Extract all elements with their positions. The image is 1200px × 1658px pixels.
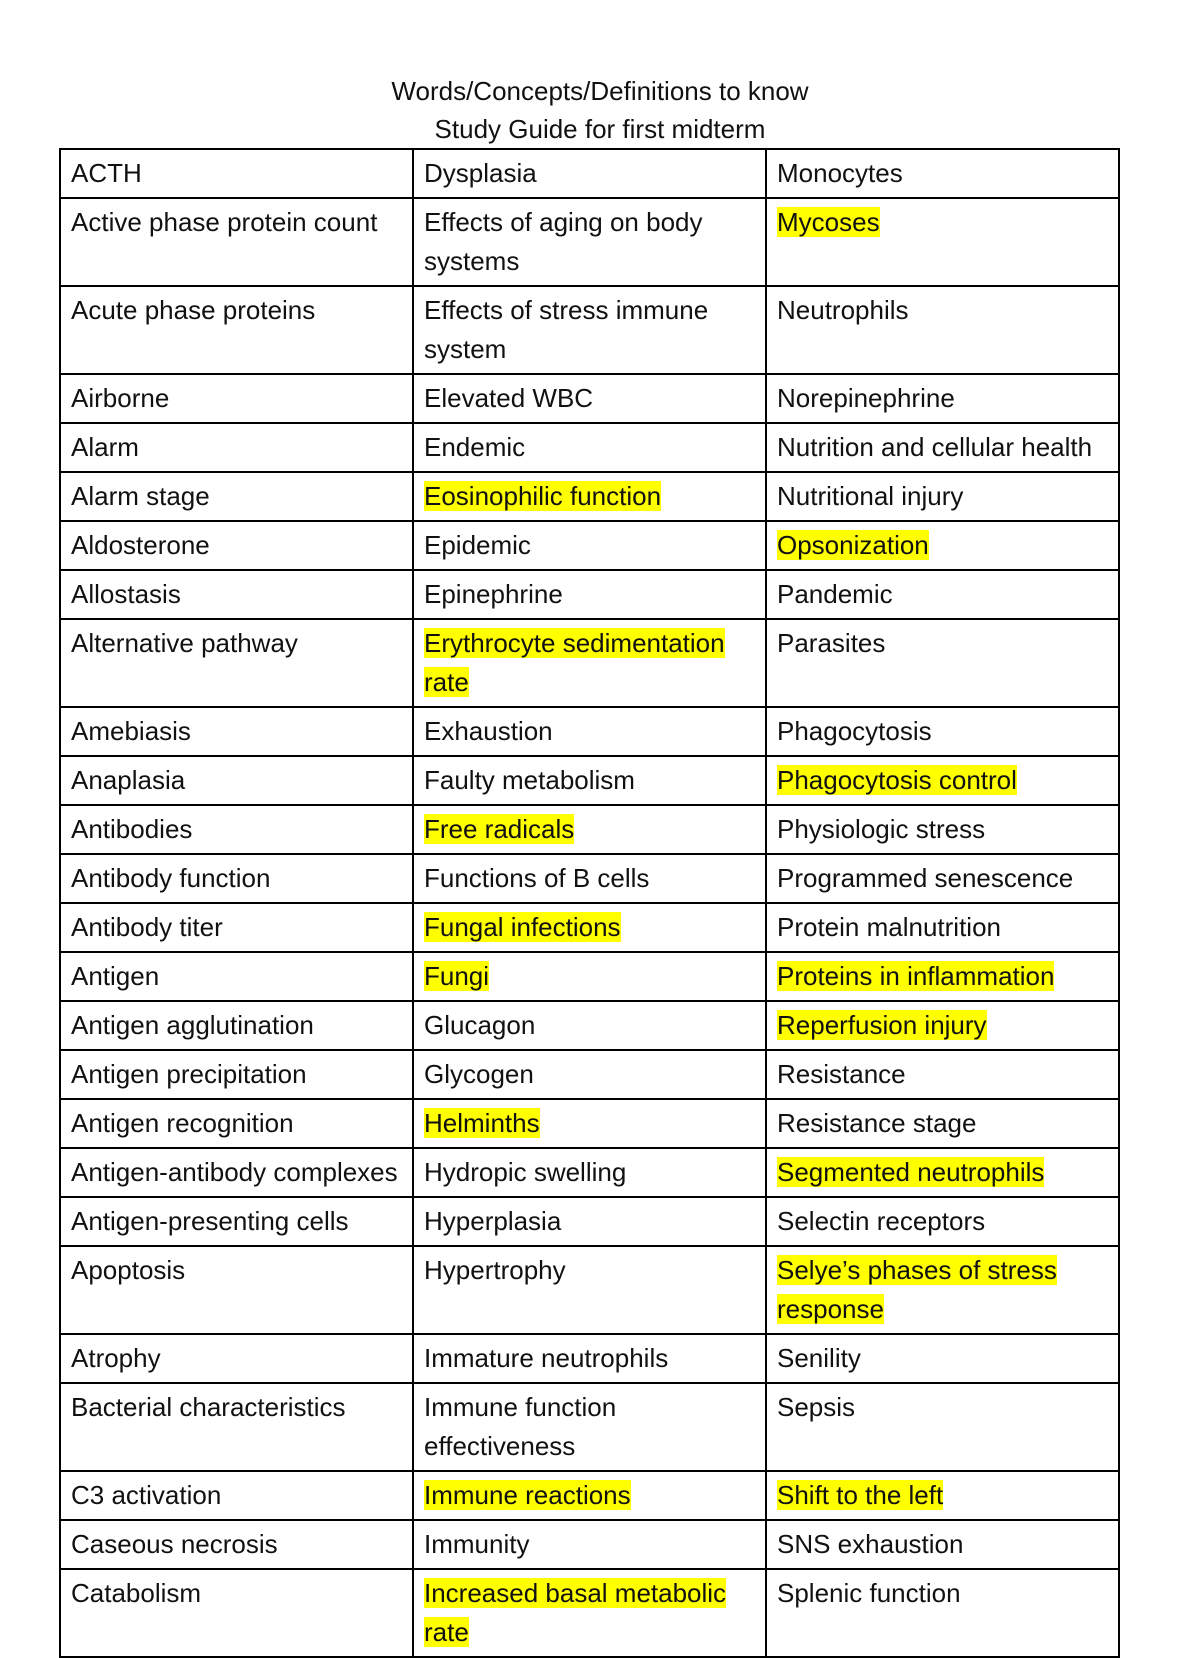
term: Antibodies <box>71 814 193 844</box>
table-cell <box>766 521 1119 570</box>
table-cell <box>766 1197 1119 1246</box>
document-subtitle: Study Guide for first midterm <box>434 114 766 144</box>
table-cell <box>766 952 1119 1001</box>
table-cell <box>60 374 413 423</box>
table-cell <box>60 1383 413 1471</box>
table-row <box>60 756 1119 805</box>
term: Hypertrophy <box>424 1255 566 1285</box>
term: Elevated WBC <box>424 383 594 413</box>
table-cell <box>60 707 413 756</box>
term: Glycogen <box>424 1059 534 1089</box>
highlighted-term: Free radicals <box>424 814 575 844</box>
table-row <box>60 1001 1119 1050</box>
highlighted-term: Selye’s phases of stress response <box>777 1255 1057 1324</box>
term: Resistance stage <box>777 1108 977 1138</box>
table-row <box>60 903 1119 952</box>
table-cell <box>766 756 1119 805</box>
highlighted-term: Immune reactions <box>424 1480 631 1510</box>
term: Effects of aging on body systems <box>424 207 703 276</box>
table-cell <box>60 756 413 805</box>
term: Resistance <box>777 1059 906 1089</box>
table-row <box>60 286 1119 374</box>
table-cell <box>413 286 766 374</box>
highlighted-term: Opsonization <box>777 530 929 560</box>
table-cell <box>60 903 413 952</box>
highlighted-term: Proteins in inflammation <box>777 961 1055 991</box>
term: Atrophy <box>71 1343 161 1373</box>
table-cell <box>413 1334 766 1383</box>
term: Antigen-antibody complexes <box>71 1157 398 1187</box>
table-row <box>60 1569 1119 1657</box>
term: ACTH <box>71 158 142 188</box>
term: Programmed senescence <box>777 863 1074 893</box>
term: Acute phase proteins <box>71 295 316 325</box>
table-cell <box>60 854 413 903</box>
table-cell <box>60 423 413 472</box>
term: Exhaustion <box>424 716 553 746</box>
table-row <box>60 1197 1119 1246</box>
term: Nutritional injury <box>777 481 964 511</box>
table-cell <box>60 286 413 374</box>
term: Endemic <box>424 432 526 462</box>
table-cell <box>60 149 413 198</box>
table-cell <box>413 903 766 952</box>
table-cell <box>413 1099 766 1148</box>
terms-table-body <box>60 149 1119 1657</box>
table-cell <box>60 1520 413 1569</box>
table-cell <box>766 1001 1119 1050</box>
table-cell <box>766 1246 1119 1334</box>
table-cell <box>60 1246 413 1334</box>
highlighted-term: Helminths <box>424 1108 540 1138</box>
table-cell <box>413 1050 766 1099</box>
table-cell <box>413 423 766 472</box>
highlighted-term: Erythrocyte sedimentation rate <box>424 628 725 697</box>
document-title: Words/Concepts/Definitions to know <box>391 76 809 106</box>
term: Dysplasia <box>424 158 537 188</box>
term: Immune function effectiveness <box>424 1392 617 1461</box>
highlighted-term: Eosinophilic function <box>424 481 662 511</box>
term: SNS exhaustion <box>777 1529 964 1559</box>
table-cell <box>766 374 1119 423</box>
term: Aldosterone <box>71 530 210 560</box>
table-cell <box>413 1569 766 1657</box>
table-cell <box>413 1246 766 1334</box>
term: Antigen precipitation <box>71 1059 307 1089</box>
table-row <box>60 1050 1119 1099</box>
table-cell <box>60 1471 413 1520</box>
table-cell <box>413 1520 766 1569</box>
term: Protein malnutrition <box>777 912 1001 942</box>
table-cell <box>413 1148 766 1197</box>
highlighted-term: Reperfusion injury <box>777 1010 987 1040</box>
term: Apoptosis <box>71 1255 186 1285</box>
term: Pandemic <box>777 579 893 609</box>
table-row <box>60 1383 1119 1471</box>
table-cell <box>60 1001 413 1050</box>
term: Antigen recognition <box>71 1108 294 1138</box>
table-row <box>60 149 1119 198</box>
table-cell <box>60 805 413 854</box>
table-row <box>60 952 1119 1001</box>
term: Antigen <box>71 961 160 991</box>
table-cell <box>766 149 1119 198</box>
highlighted-term: Fungi <box>424 961 490 991</box>
table-cell <box>413 1383 766 1471</box>
table-row <box>60 198 1119 286</box>
table-cell <box>413 472 766 521</box>
term: Monocytes <box>777 158 903 188</box>
table-cell <box>766 707 1119 756</box>
table-cell <box>60 1197 413 1246</box>
term: Glucagon <box>424 1010 536 1040</box>
table-row <box>60 619 1119 707</box>
table-cell <box>766 1520 1119 1569</box>
table-cell <box>60 1148 413 1197</box>
term: Epidemic <box>424 530 531 560</box>
term: Hyperplasia <box>424 1206 562 1236</box>
term: Epinephrine <box>424 579 563 609</box>
table-cell <box>413 1197 766 1246</box>
table-row <box>60 805 1119 854</box>
table-row <box>60 570 1119 619</box>
table-cell <box>413 521 766 570</box>
term: Senility <box>777 1343 861 1373</box>
term: Neutrophils <box>777 295 909 325</box>
term: Alternative pathway <box>71 628 298 658</box>
table-cell <box>413 1471 766 1520</box>
term: Faulty metabolism <box>424 765 635 795</box>
table-cell <box>766 1099 1119 1148</box>
table-row <box>60 707 1119 756</box>
table-cell <box>766 854 1119 903</box>
table-cell <box>60 1569 413 1657</box>
table-cell <box>60 521 413 570</box>
term: C3 activation <box>71 1480 222 1510</box>
table-cell <box>766 1471 1119 1520</box>
title-block <box>0 72 1200 148</box>
table-cell <box>766 472 1119 521</box>
table-cell <box>766 198 1119 286</box>
term: Hydropic swelling <box>424 1157 627 1187</box>
table-cell <box>413 756 766 805</box>
table-cell <box>766 1050 1119 1099</box>
term: Immature neutrophils <box>424 1343 669 1373</box>
table-cell <box>413 952 766 1001</box>
term: Splenic function <box>777 1578 961 1608</box>
term: Effects of stress immune system <box>424 295 709 364</box>
term: Parasites <box>777 628 886 658</box>
table-cell <box>766 1383 1119 1471</box>
term: Alarm <box>71 432 139 462</box>
table-cell <box>60 570 413 619</box>
term: Amebiasis <box>71 716 191 746</box>
term: Anaplasia <box>71 765 186 795</box>
table-row <box>60 1520 1119 1569</box>
table-cell <box>413 198 766 286</box>
table-cell <box>413 805 766 854</box>
term: Antibody titer <box>71 912 223 942</box>
table-cell <box>60 619 413 707</box>
term: Phagocytosis <box>777 716 932 746</box>
table-cell <box>766 619 1119 707</box>
table-row <box>60 1246 1119 1334</box>
table-cell <box>60 1099 413 1148</box>
table-cell <box>60 1050 413 1099</box>
term: Selectin receptors <box>777 1206 986 1236</box>
highlighted-term: Phagocytosis control <box>777 765 1017 795</box>
table-cell <box>413 707 766 756</box>
table-cell <box>60 472 413 521</box>
term: Catabolism <box>71 1578 202 1608</box>
term: Norepinephrine <box>777 383 955 413</box>
term: Antibody function <box>71 863 271 893</box>
table-row <box>60 472 1119 521</box>
term: Allostasis <box>71 579 181 609</box>
table-cell <box>413 570 766 619</box>
table-cell <box>766 570 1119 619</box>
table-row <box>60 521 1119 570</box>
table-cell <box>413 1001 766 1050</box>
terms-table <box>59 148 1120 1658</box>
table-row <box>60 374 1119 423</box>
table-row <box>60 423 1119 472</box>
table-cell <box>413 374 766 423</box>
table-row <box>60 854 1119 903</box>
table-cell <box>766 1334 1119 1383</box>
term: Sepsis <box>777 1392 856 1422</box>
highlighted-term: Fungal infections <box>424 912 621 942</box>
highlighted-term: Shift to the left <box>777 1480 944 1510</box>
table-cell <box>413 854 766 903</box>
term: Nutrition and cellular health <box>777 432 1093 462</box>
term: Caseous necrosis <box>71 1529 278 1559</box>
term: Physiologic stress <box>777 814 986 844</box>
table-cell <box>60 198 413 286</box>
table-cell <box>413 149 766 198</box>
term: Active phase protein count <box>71 207 378 237</box>
table-row <box>60 1099 1119 1148</box>
table-cell <box>60 952 413 1001</box>
highlighted-term: Increased basal metabolic rate <box>424 1578 727 1647</box>
term: Antigen agglutination <box>71 1010 314 1040</box>
term: Functions of B cells <box>424 863 650 893</box>
table-row <box>60 1334 1119 1383</box>
table-cell <box>413 619 766 707</box>
term: Immunity <box>424 1529 530 1559</box>
table-cell <box>60 1334 413 1383</box>
term: Bacterial characteristics <box>71 1392 346 1422</box>
highlighted-term: Mycoses <box>777 207 880 237</box>
table-row <box>60 1471 1119 1520</box>
term: Antigen-presenting cells <box>71 1206 349 1236</box>
term: Alarm stage <box>71 481 210 511</box>
table-cell <box>766 1569 1119 1657</box>
table-cell <box>766 423 1119 472</box>
table-cell <box>766 903 1119 952</box>
table-cell <box>766 1148 1119 1197</box>
table-row <box>60 1148 1119 1197</box>
table-cell <box>766 286 1119 374</box>
table-cell <box>766 805 1119 854</box>
highlighted-term: Segmented neutrophils <box>777 1157 1045 1187</box>
term: Airborne <box>71 383 170 413</box>
